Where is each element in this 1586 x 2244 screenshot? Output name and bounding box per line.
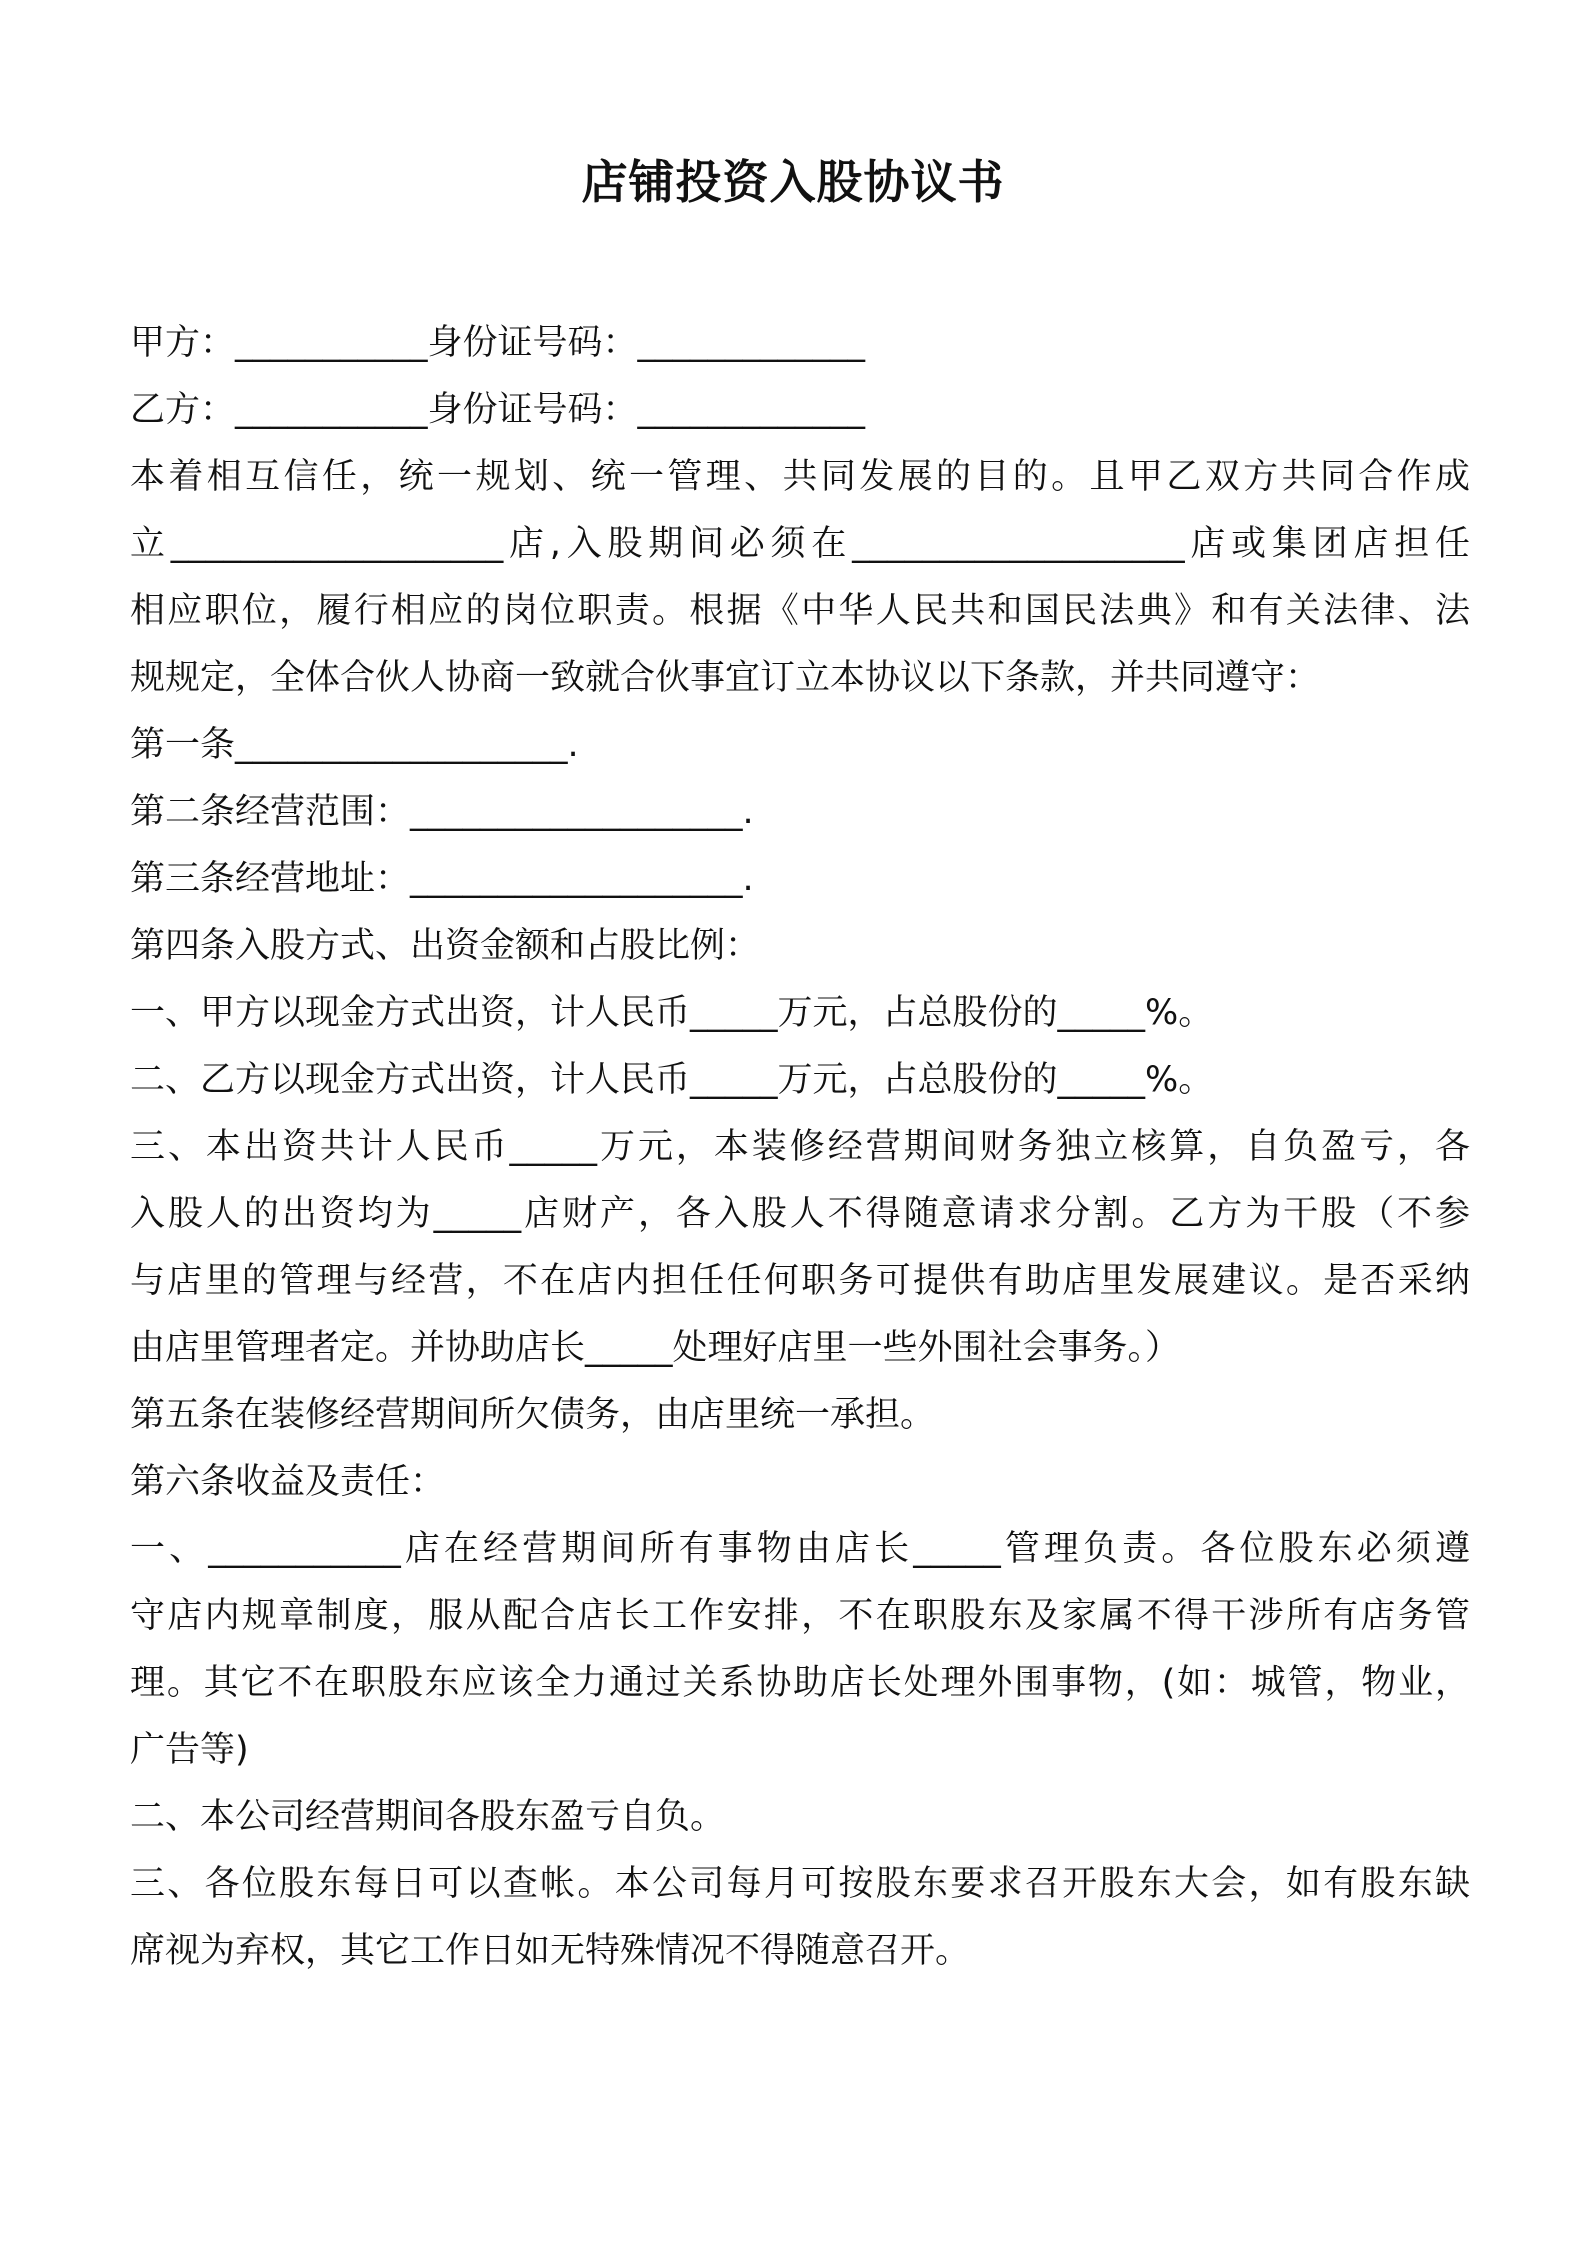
document-body [130, 310, 1470, 1985]
document-line: 与店里的管理与经营，不在店内担任任何职务可提供有助店里发展建议。是否采纳 [130, 1261, 1470, 1301]
document-line: 二、乙方以现金方式出资，计人民币_____万元，占总股份的_____%。 [130, 1060, 1214, 1100]
document-line: 第五条在装修经营期间所欠债务，由店里统一承担。 [130, 1395, 936, 1435]
document-line: 一、___________店在经营期间所有事物由店长_____管理负责。各位股东必须遵 [130, 1529, 1470, 1569]
document-line: 三、各位股东每日可以查帐。本公司每月可按股东要求召开股东大会，如有股东缺 [130, 1864, 1470, 1904]
document-line: 相应职位，履行相应的岗位职责。根据《中华人民共和国民法典》和有关法律、法 [130, 591, 1470, 631]
document-line: 甲方：___________身份证号码：_____________ [130, 323, 866, 363]
document-line: 广告等) [130, 1730, 249, 1770]
document-line: 第一条___________________. [130, 725, 579, 765]
document-line: 二、本公司经营期间各股东盈亏自负。 [130, 1797, 726, 1837]
document-line: 守店内规章制度，服从配合店长工作安排，不在职股东及家属不得干涉所有店务管 [130, 1596, 1470, 1636]
document-line: 入股人的出资均为_____店财产，各入股人不得随意请求分割。乙方为干股（不参 [130, 1194, 1470, 1234]
document-line: 一、甲方以现金方式出资，计人民币_____万元，占总股份的_____%。 [130, 993, 1214, 1033]
document-line: 立___________________店,入股期间必须在___________________店或集团店担任 [130, 524, 1470, 564]
document-line: 理。其它不在职股东应该全力通过关系协助店长处理外围事物，(如：城管，物业， [130, 1663, 1470, 1703]
document-line: 第四条入股方式、出资金额和占股比例： [130, 926, 761, 966]
document-line: 第三条经营地址：___________________. [130, 859, 754, 899]
document-title: 店铺投资入股协议书 [581, 155, 1005, 209]
document-line: 规规定，全体合伙人协商一致就合伙事宜订立本协议以下条款，并共同遵守： [130, 658, 1321, 698]
document-line: 第二条经营范围：___________________. [130, 792, 754, 832]
document-line: 三、本出资共计人民币_____万元，本装修经营期间财务独立核算，自负盈亏，各 [130, 1127, 1470, 1167]
document-line: 由店里管理者定。并协助店长_____处理好店里一些外围社会事务。） [130, 1328, 1181, 1368]
document-line: 席视为弃权，其它工作日如无特殊情况不得随意召开。 [130, 1931, 971, 1971]
document-line: 第六条收益及责任： [130, 1462, 446, 1502]
document-line: 本着相互信任，统一规划、统一管理、共同发展的目的。且甲乙双方共同合作成 [130, 457, 1470, 497]
document-line: 乙方：___________身份证号码：_____________ [130, 390, 866, 430]
